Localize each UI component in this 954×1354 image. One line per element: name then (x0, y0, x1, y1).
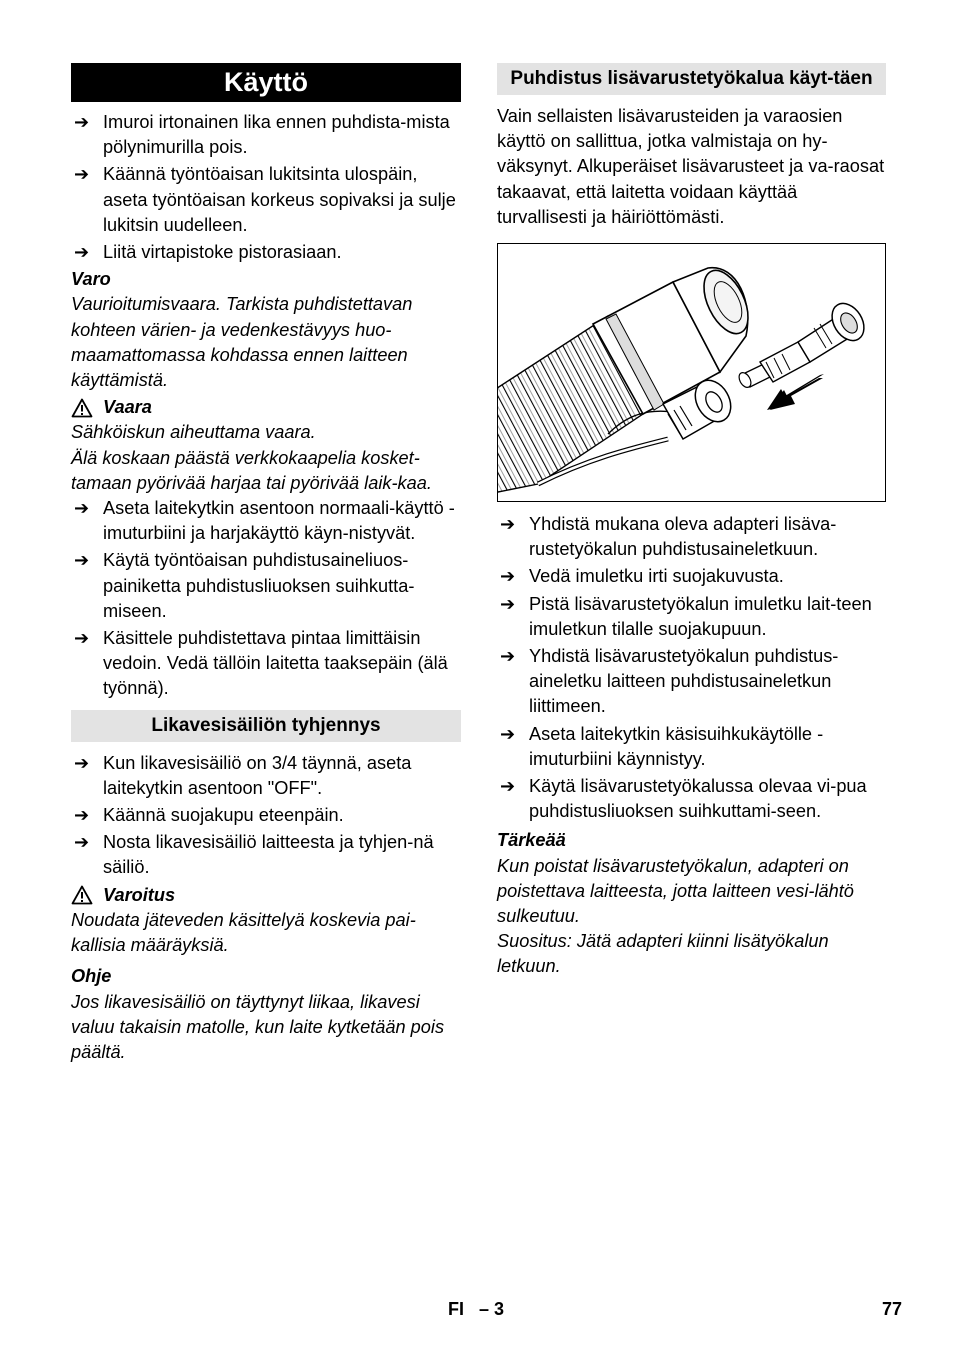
arrow-right-icon: ➔ (74, 164, 90, 186)
arrow-right-icon: ➔ (500, 566, 516, 588)
arrow-right-icon: ➔ (74, 550, 90, 572)
arrow-right-icon: ➔ (74, 242, 90, 264)
list-item: ➔ Liitä virtapistoke pistorasiaan. (71, 240, 461, 265)
arrow-right-icon: ➔ (500, 723, 516, 745)
arrow-right-icon: ➔ (74, 832, 90, 854)
list-item: ➔ Aseta laitekytkin asentoon normaali-käyttö - imuturbiini ja harjakäyttö käyn-nistyvät. (74, 498, 455, 544)
note-title-ohje: Ohje (71, 966, 112, 987)
steps-list-c (71, 751, 461, 881)
list-item: ➔ Nosta likavesisäiliö laitteesta ja tyhjen-nä säiliö. (74, 832, 434, 878)
hose-adapter-drawing (498, 244, 885, 501)
arrow-right-icon: ➔ (500, 514, 516, 536)
arrow-right-icon: ➔ (500, 646, 516, 668)
warning-triangle-icon (71, 398, 93, 418)
list-item: ➔ Käytä lisävarustetyökalussa olevaa vi-pua puhdistusliuoksen suihkuttami-seen. (500, 776, 867, 822)
arrow-right-icon: ➔ (74, 112, 90, 133)
note-title-vaara: Vaara (103, 397, 152, 418)
note-text-tarkeaa-1: Kun poistat lisävarustetyökalun, adapteri on poistettava laitteesta, jotta laitteen vesi-lähtö sulkeutuu. (497, 855, 854, 927)
hose-adapter-illustration (497, 243, 886, 502)
note-text-vaara-1: Sähköiskun aiheuttama vaara. (71, 422, 316, 443)
list-item: ➔ Aseta laitekytkin käsisuihkukäytölle - imuturbiini käynnistyy. (500, 723, 824, 769)
subsection-title-likavesisailio: Likavesisäiliön tyhjennys (71, 710, 461, 742)
list-item: ➔ Käsittele puhdistettava pintaa limittäisin vedoin. Vedä tällöin laitetta taaksepäin (älä työnnä). (74, 628, 448, 699)
arrow-right-icon: ➔ (74, 805, 90, 827)
right-column (497, 63, 886, 980)
arrow-right-icon: ➔ (74, 498, 90, 520)
arrow-right-icon: ➔ (500, 593, 516, 615)
arrow-right-icon: ➔ (500, 776, 516, 798)
steps-list-a (71, 110, 461, 265)
note-title-varoitus: Varoitus (103, 884, 176, 905)
steps-list-right (497, 512, 886, 824)
steps-list-b (71, 496, 461, 702)
note-text-ohje: Jos likavesisäiliö on täyttynyt liikaa, likavesi valuu takaisin matolle, kun laite kytketään pois päältä. (71, 991, 445, 1062)
warning-heading-varoitus (71, 883, 461, 908)
list-item: ➔ Yhdistä lisävarustetyökalun puhdistus-aineletku laitteen puhdistusaineletkun liittimeen. (500, 646, 839, 717)
list-item: ➔ Käännä työntöaisan lukitsinta ulospäin, aseta työntöaisan korkeus sopivaksi ja sulje lukitsin uudelleen. (74, 164, 456, 235)
note-text-varoitus: Noudata jäteveden käsittelyä koskevia pai-kallisia määräyksiä. (71, 909, 416, 956)
note-text-vaara-2: Älä koskaan päästä verkkokaapelia kosket-tamaan pyörivää harjaa tai pyörivää laik-kaa. (71, 447, 432, 493)
warning-triangle-icon (71, 885, 93, 905)
left-column (71, 63, 461, 1065)
footer-page-number: 77 (882, 1299, 903, 1319)
section-title-kaytto: Käyttö (71, 63, 461, 102)
arrow-right-icon: ➔ (74, 752, 90, 774)
arrow-right-icon: ➔ (74, 628, 90, 650)
note-text-varo: Vaurioitumisvaara. Tarkista puhdistettavan kohteen värien- ja vedenkestävyys huo-maamattomassa kohdassa ennen laitteen käyttämistä. (71, 294, 413, 391)
list-item: ➔ Imuroi irtonainen lika ennen puhdista-mista pölynimurilla pois. (74, 112, 450, 158)
warning-heading-vaara (71, 395, 461, 420)
note-title-tarkeaa: Tärkeää (497, 830, 566, 851)
list-item: ➔ Yhdistä mukana oleva adapteri lisäva-rustetyökalun puhdistusaineletkuun. (500, 514, 837, 560)
list-item: ➔ Pistä lisävarustetyökalun imuletku lait-teen imuletkun tilalle suojakupuun. (500, 593, 872, 639)
note-title-varo: Varo (71, 269, 111, 290)
list-item: ➔ Käännä suojakupu eteenpäin. (71, 803, 461, 828)
list-item: ➔ Käytä työntöaisan puhdistusaineliuos-painiketta puhdistusliuoksen suihkutta-miseen. (74, 550, 415, 621)
footer-language-code: FI – 3 (448, 1299, 505, 1319)
section-title-puhdistus: Puhdistus lisävarustetyökalua käyt-täen (497, 63, 886, 95)
intro-paragraph: Vain sellaisten lisävarusteiden ja varaosien käyttö on sallittua, jotka valmistaja on hy-väksynyt. Alkuperäiset lisävarusteet ja va-raosat takaavat, että laitetta voidaan käyttää turvallisesti ja häiriöttömästi. (497, 106, 885, 227)
list-item: ➔ Vedä imuletku irti suojakuvusta. (497, 564, 886, 589)
note-text-tarkeaa-2: Suositus: Jätä adapteri kiinni lisätyökalun letkuun. (497, 931, 829, 977)
list-item: ➔ Kun likavesisäiliö on 3/4 täynnä, aseta laitekytkin asentoon "OFF". (74, 752, 412, 798)
